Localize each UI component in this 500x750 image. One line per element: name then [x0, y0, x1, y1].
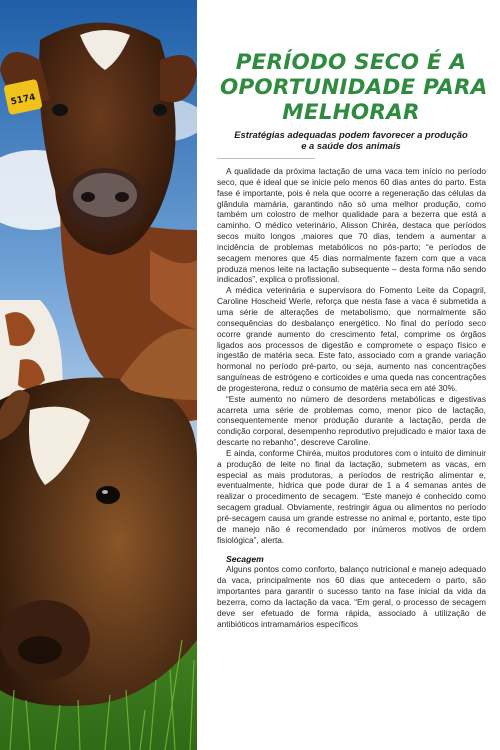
subtitle-line: e a saúde dos animais — [301, 140, 401, 151]
paragraph: A médica veterinária e supervisora do Fomento Leite da Copagril, Caroline Hoscheid Werle, reforça que nesta fase a vaca é submetida a uma série de alterações de metabolismo, que normalmente são consequências do desbalanço energético. No final do período seco ocorre grande aumento do crescimento fetal, comprime os órgãos ligados aos processos de digestão e compromete o espaço físico e ingestão de matéria seca. Este fato, associado com a grande variação hormonal no período pré-parto, ou seja, aumento nas concentrações sanguíneas de estrógeno e corticoides e uma queda nas concentrações de progesterona, reduz o consumo de matéria seca em até 30%. — [217, 285, 486, 393]
title-line: OPORTUNIDADE PARA — [220, 75, 488, 100]
article — [215, 0, 487, 750]
title-line: PERÍODO SECO É A — [235, 50, 467, 75]
ear-tag-number: 5174 — [9, 92, 37, 108]
title-line: MELHORAR — [282, 100, 420, 125]
paragraph: A qualidade da próxima lactação de uma vaca tem início no período seco, que é ideal que se inicie pelo menos 60 dias antes do parto. Esta fase é importante, pois é nela que ocorre a regeneração das células da glândula mamária, garantindo não só uma melhor produção, como também um colostro de melhor qualidade para a bezerra que está a caminho. O médico veterinário, Alisson Chiréa, destaca que períodos secos muito longos ,maiores que 70 dias, tendem a aumentar a incidência de problemas metabólicos no pós-parto; “e períodos de secagem menores que 45 dias normalmente fazem com que a vaca produza menos leite na lactação subsequente – desta forma não sendo indicados”, explica o profissional. — [217, 166, 486, 285]
paragraph: “Este aumento no número de desordens metabólicas e digestivas acarreta uma série de problemas como, menor pico de lactação, consequentemente menor produção durante a lactação, perda de condição corporal, desempenho reprodutivo prejudicado e maior taxa de descarte no rebanho”, descreve Caroline. — [217, 393, 486, 448]
cows-photo — [0, 0, 197, 750]
article-body — [217, 166, 486, 630]
paragraph: Alguns pontos como conforto, balanço nutricional e manejo adequado da vaca, principalmente nos 60 dias que antecedem o parto, são importantes para garantir o sucesso tanto na fase inicial da vida da bezerra, como da lactação da vaca. “Em geral, o processo de secagem deve ser efetuado de forma rápida, associado à utilização de antibióticos intramamários específicos — [217, 564, 486, 629]
divider — [217, 158, 315, 159]
subtitle-line: Estratégias adequadas podem favorecer a produção — [234, 129, 468, 140]
paragraph: E ainda, conforme Chiréa, muitos produtores com o intuito de diminuir a produção de leite no final da lactação, submetem as vacas, em especial as mais produtoras, a períodos de restrição alimentar e, eventualmente, hídrica que pode durar de 1 a 4 semanas antes de realizar o procedimento de secagem. “Este manejo é conhecido como secagem gradual. Obviamente, restringir água ou alimentos no período pré-secagem causa um grande estresse no animal e, portanto, este tipo de manejo não é recomendado por inúmeros motivos de ordem fisiológica”, alerta. — [217, 447, 486, 545]
article-subtitle — [220, 129, 482, 151]
article-title — [220, 50, 488, 125]
section-heading: Secagem — [226, 553, 264, 564]
